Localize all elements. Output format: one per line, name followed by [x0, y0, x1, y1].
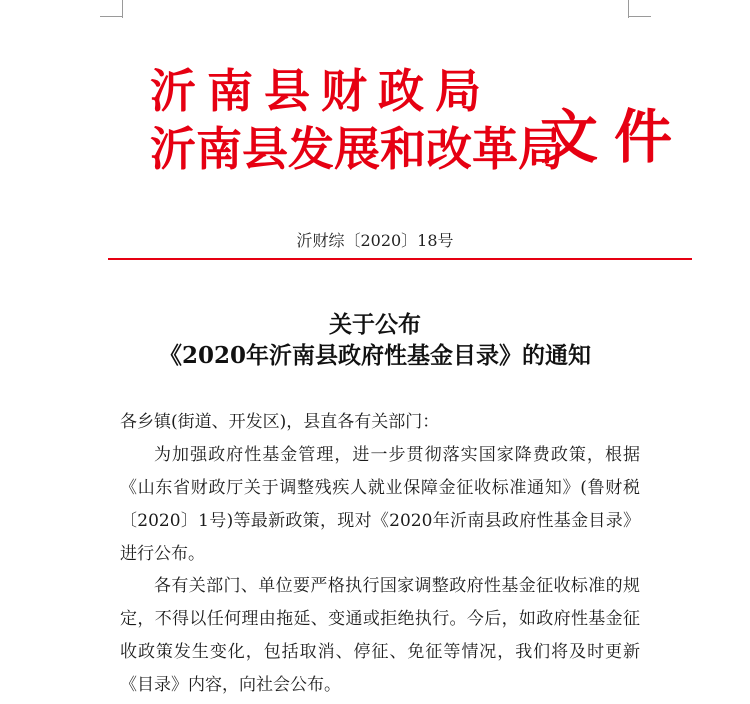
crop-mark-right-h [628, 16, 651, 17]
issuing-authorities [150, 62, 564, 178]
crop-mark-left-h [100, 16, 123, 17]
paragraph-1: 为加强政府性基金管理，进一步贯彻落实国家降费政策，根据《山东省财政厅关于调整残疾人就业保障金征收标准通知》(鲁财税〔2020〕1号)等最新政策，现对《2020年沂南县政府性基金目录》进行公布。 [120, 445, 640, 564]
red-separator-line [108, 258, 692, 260]
authority-finance-bureau: 沂南县财政局 [150, 64, 492, 118]
document-number: 沂财综〔2020〕18号 [296, 231, 454, 250]
paragraph-2: 各有关部门、单位要严格执行国家调整政府性基金征收标准的规定，不得以任何理由拖延、变通或拒绝执行。今后，如政府性基金征收政策发生变化，包括取消、停征、免征等情况，我们将及时更新《目录》内容，向社会公布。 [120, 576, 640, 695]
salutation: 各乡镇(街道、开发区)，县直各有关部门： [120, 412, 440, 432]
title-line-2: 《2020年沂南县政府性基金目录》的通知 [158, 342, 591, 369]
authority-development-reform-bureau: 沂南县发展和改革局 [150, 122, 564, 176]
document-suffix: 文件 [540, 103, 689, 171]
title-line-1: 关于公布 [329, 311, 421, 338]
